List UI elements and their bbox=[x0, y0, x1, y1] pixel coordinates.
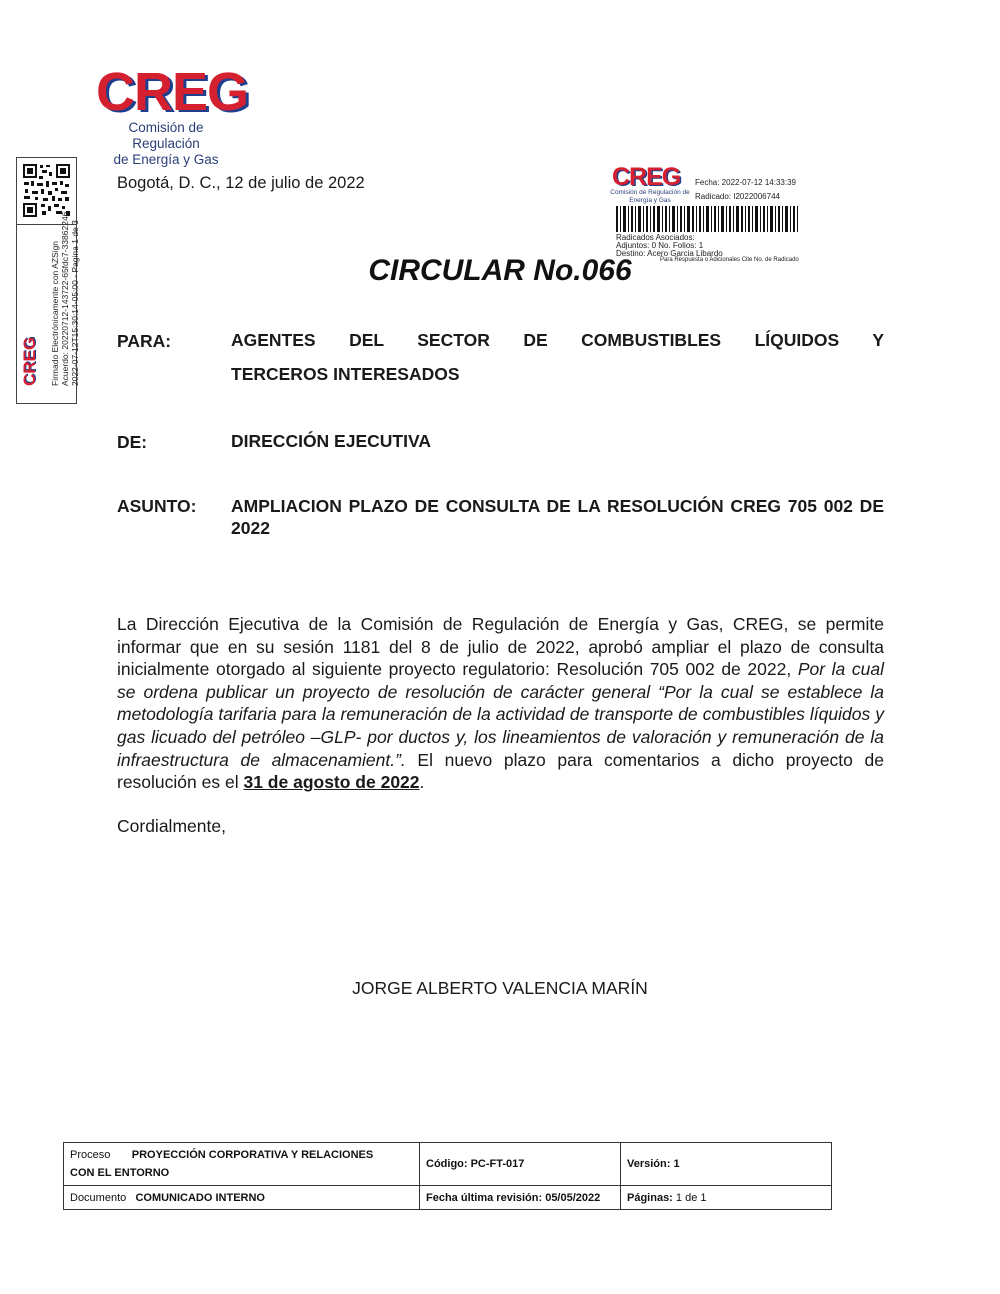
version-text: Versión: 1 bbox=[627, 1158, 680, 1170]
creg-logo bbox=[96, 62, 249, 168]
proceso-value-line1: PROYECCIÓN CORPORATIVA Y RELACIONES bbox=[131, 1149, 374, 1161]
proceso-label: Proceso bbox=[70, 1149, 111, 1161]
signer-name: JORGE ALBERTO VALENCIA MARÍN bbox=[352, 978, 648, 998]
codigo-text: Código: PC-FT-017 bbox=[426, 1158, 525, 1170]
qr-code-icon bbox=[22, 163, 71, 218]
para-value-line2: TERCEROS INTERESADOS bbox=[231, 364, 460, 384]
asunto-value: AMPLIACION PLAZO DE CONSULTA DE LA RESOLUCIÓN CREG 705 002 DE 2022 bbox=[231, 496, 884, 538]
deadline-date: 31 de agosto de 2022 bbox=[243, 772, 420, 793]
radicado-adjuntos: Adjuntos: 0 No. Folios: 1 bbox=[616, 241, 704, 250]
paginas-label: Páginas: bbox=[627, 1191, 673, 1204]
barcode-icon bbox=[616, 206, 798, 232]
radicado-logo-subtitle: Comisión de Regulación de Energía y Gas bbox=[610, 189, 690, 204]
documento-value: COMUNICADO INTERNO bbox=[135, 1191, 265, 1204]
de-value: DIRECCIÓN EJECUTIVA bbox=[231, 431, 431, 451]
stamp-line-1: Firmado Electrónicamente con AZSign bbox=[50, 240, 60, 386]
fecha-revision-text: Fecha última revisión: 05/05/2022 bbox=[426, 1191, 601, 1204]
footer-fecha-revision bbox=[420, 1186, 621, 1210]
body-text-part3: . bbox=[419, 772, 425, 793]
paginas-value: 1 de 1 bbox=[675, 1191, 707, 1204]
footer-paginas bbox=[621, 1186, 832, 1210]
body-text-part2: El nuevo plazo para comentarios a dicho proyecto de resolución es el bbox=[117, 749, 884, 793]
closing: Cordialmente, bbox=[117, 816, 226, 836]
footer-version bbox=[621, 1143, 832, 1186]
documento-label: Documento bbox=[70, 1191, 127, 1204]
document-date: Bogotá, D. C., 12 de julio de 2022 bbox=[117, 174, 365, 192]
body-text-italic: Por la cual se ordena publicar un proyecto de resolución de carácter general “Por la cual se establece la metodología tarifaria para la remuneración de la actividad de transporte de combustibles líquidos y gas licuado del petróleo –GLP- por ductos y, los lineamientos de valoración y remuneración de la infraestructura de almacenamient.”. bbox=[117, 659, 884, 770]
de-label: DE: bbox=[117, 432, 148, 452]
footer-documento bbox=[64, 1186, 420, 1210]
footer-table bbox=[63, 1142, 832, 1210]
circular-title: CIRCULAR No.066 bbox=[368, 254, 632, 287]
footer-codigo bbox=[420, 1143, 621, 1186]
radicado-fecha: Fecha: 2022-07-12 14:33:39 bbox=[695, 178, 796, 187]
footer-row bbox=[64, 1143, 832, 1186]
footer-row bbox=[64, 1186, 832, 1210]
body-paragraph bbox=[117, 613, 884, 794]
stamp-line-2: Acuerdo: 20220712-143722-65fdc7-33862246 bbox=[60, 211, 70, 386]
logo-wordmark: CREG bbox=[96, 62, 249, 122]
radicados-asociados: Radicados Asociados: bbox=[616, 233, 695, 242]
logo-subtitle-line2: de Energía y Gas bbox=[113, 152, 219, 167]
footer-proceso bbox=[64, 1143, 420, 1186]
stamp-mini-logo: CREG bbox=[20, 336, 39, 386]
proceso-value-line2: CON EL ENTORNO bbox=[70, 1167, 170, 1179]
para-label: PARA: bbox=[117, 331, 172, 351]
para-value-line1: AGENTES DEL SECTOR DE COMBUSTIBLES LÍQUIDOS Y bbox=[231, 330, 884, 350]
radicado-nota: Para Respuesta o Adicionales Cite No. de Radicado bbox=[660, 257, 799, 263]
radicado-logo: CREG bbox=[612, 163, 681, 191]
radicado-numero: Radicado: I2022006744 bbox=[695, 192, 780, 201]
body-text-part1: La Dirección Ejecutiva de la Comisión de Regulación de Energía y Gas, CREG, se permite informar que en su sesión 1181 del 8 de julio de 2022, aprobó ampliar el plazo de consulta inicialmente otorgado al siguiente proyecto regulatorio: Resolución 705 002 de 2022, bbox=[117, 614, 884, 680]
asunto-label: ASUNTO: bbox=[117, 496, 197, 516]
stamp-line-3: 2022-07-12T15:30:14-05:00 - Pagina 1 de 3 bbox=[70, 220, 80, 386]
logo-subtitle-line1: Comisión de Regulación bbox=[128, 120, 204, 151]
radicado-destino: Destino: Acero Garcia Libardo bbox=[616, 249, 723, 258]
